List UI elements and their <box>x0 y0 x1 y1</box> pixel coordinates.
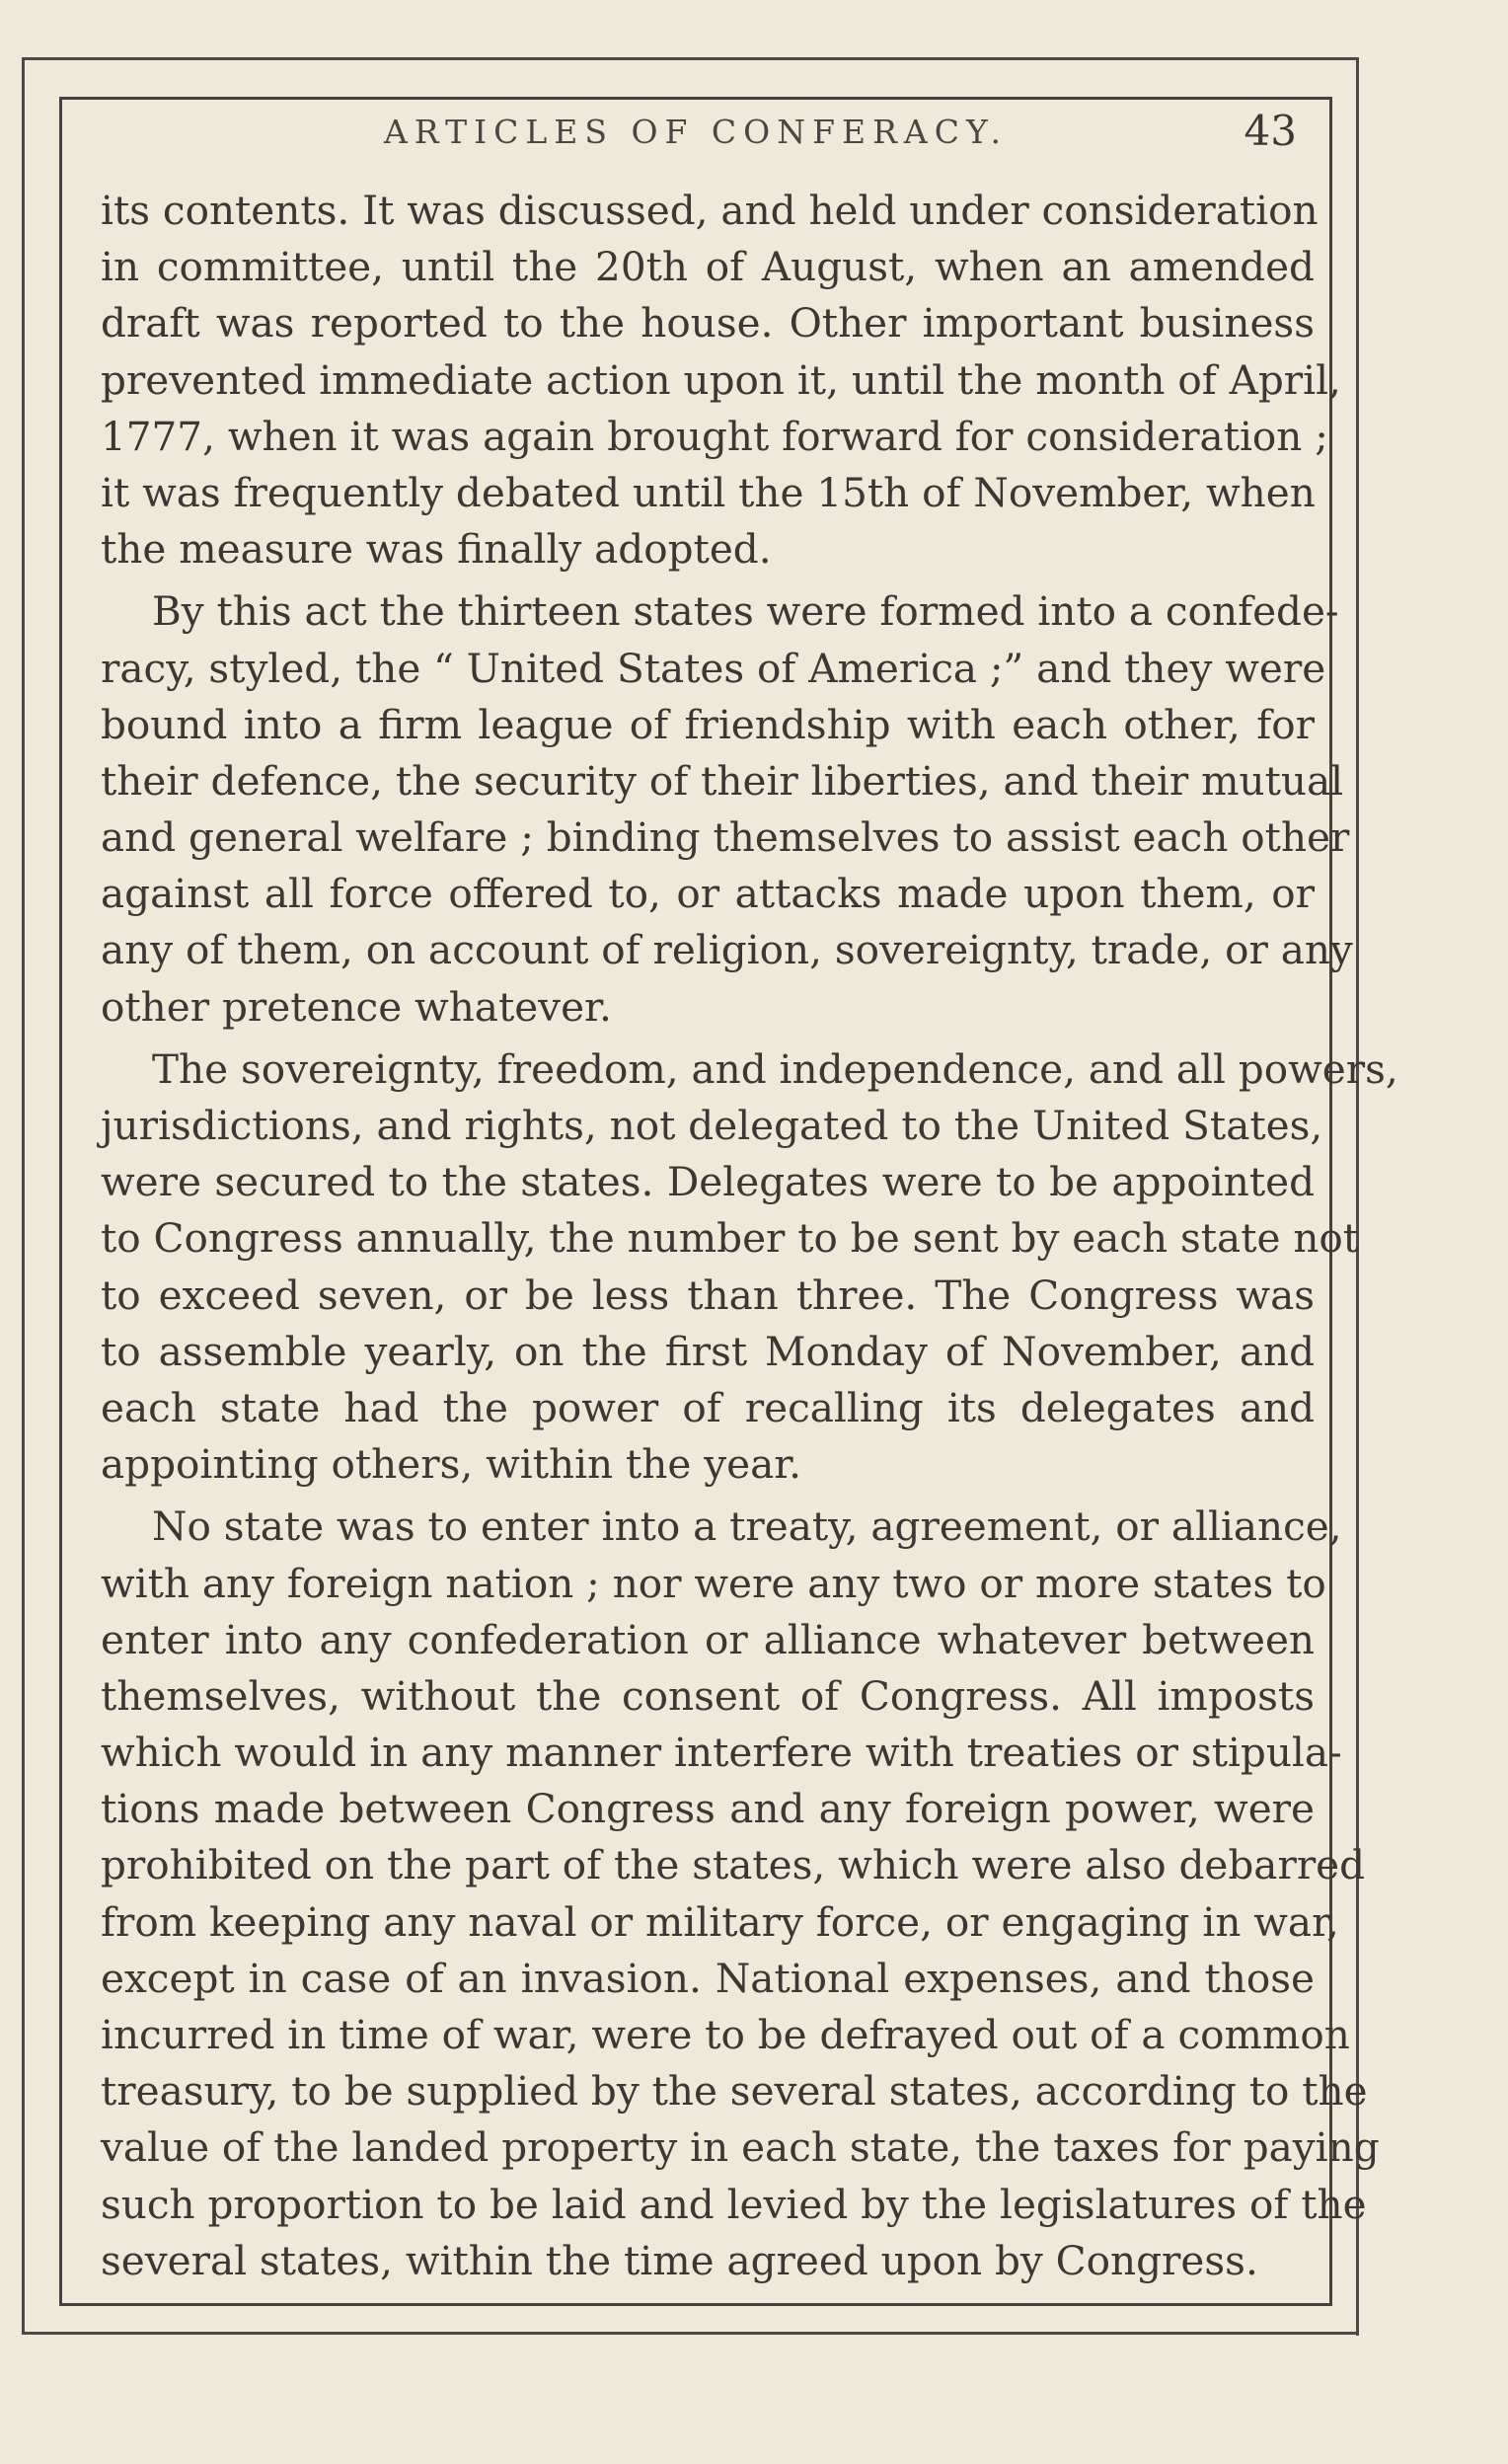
text-line: treasury, to be supplied by the several states, according to the <box>101 2067 1368 2116</box>
text-line: it was frequently debated until the 15th of November, when <box>101 468 1316 516</box>
text-line: from keeping any naval or military force, or engaging in war, <box>101 1897 1339 1946</box>
running-title: ARTICLES OF CONFERACY. <box>383 113 1009 151</box>
text-line: other pretence whatever. <box>101 982 612 1031</box>
page-number: 43 <box>1244 107 1297 155</box>
text-line: each state had the power of recalling its delegates and <box>101 1383 1315 1431</box>
text-line: bound into a firm league of friendship with each other, for <box>101 700 1315 748</box>
text-line: which would in any manner interfere with treaties or stipula- <box>101 1729 1342 1777</box>
text-line: By this act the thirteen states were formed into a confede- <box>152 587 1339 636</box>
text-line: racy, styled, the “ United States of America ;” and they were <box>101 644 1326 692</box>
text-line: to Congress annually, the number to be sent by each state not <box>101 1214 1360 1263</box>
outer-frame-bottom-rule <box>22 2332 1359 2335</box>
text-line: in committee, until the 20th of August, when an amended <box>101 243 1315 291</box>
paragraph <box>101 583 1353 1036</box>
text-line: appointing others, within the year. <box>101 1440 801 1489</box>
outer-frame-left-rule <box>22 57 25 2334</box>
text-line: its contents. It was discussed, and held under consideration <box>101 187 1319 234</box>
text-line: enter into any confederation or alliance whatever between <box>101 1615 1315 1663</box>
text-line: 1777, when it was again brought forward for consideration ; <box>101 412 1328 460</box>
text-line: The sovereignty, freedom, and independence, and all powers, <box>152 1044 1398 1093</box>
text-line: and general welfare ; binding themselves to assist each other <box>101 813 1350 862</box>
text-line: against all force offered to, or attacks made upon them, or <box>101 870 1315 918</box>
outer-frame-top-rule <box>22 57 1359 60</box>
text-line: No state was to enter into a treaty, agreement, or alliance, <box>152 1502 1342 1551</box>
text-line: several states, within the time agreed upon by Congress. <box>101 2236 1258 2284</box>
outer-frame-right-rule <box>1356 57 1359 2336</box>
text-line: any of them, on account of religion, sovereignty, trade, or any <box>101 926 1353 974</box>
text-line: were secured to the states. Delegates were to be appointed <box>101 1158 1315 1206</box>
paragraph <box>101 183 1341 578</box>
text-line: jurisdictions, and rights, not delegated to the United States, <box>101 1102 1323 1149</box>
text-line: draft was reported to the house. Other important business <box>101 299 1315 347</box>
text-line: themselves, without the consent of Congress. All imposts <box>101 1671 1315 1720</box>
text-line: incurred in time of war, were to be defrayed out of a common <box>101 2011 1350 2058</box>
text-line: value of the landed property in each state, the taxes for paying <box>101 2123 1380 2172</box>
text-line: except in case of an invasion. National expenses, and those <box>101 1954 1315 2002</box>
text-line: to exceed seven, or be less than three. The Congress was <box>101 1270 1315 1319</box>
running-head <box>59 107 1332 172</box>
text-line: the measure was finally adopted. <box>101 525 772 574</box>
text-line: prevented immediate action upon it, until the month of April, <box>101 355 1341 404</box>
body-text <box>101 183 1398 2295</box>
text-line: such proportion to be laid and levied by the legislatures of the <box>101 2180 1367 2228</box>
text-line: to assemble yearly, on the first Monday of November, and <box>101 1327 1315 1375</box>
text-line: with any foreign nation ; nor were any two or more states to <box>101 1559 1326 1607</box>
paragraph <box>101 1041 1398 1494</box>
text-line: prohibited on the part of the states, which were also debarred <box>101 1841 1366 1889</box>
paragraph <box>101 1499 1380 2289</box>
text-line: their defence, the security of their liberties, and their mutual <box>101 756 1344 805</box>
text-line: tions made between Congress and any foreign power, were <box>101 1785 1315 1833</box>
